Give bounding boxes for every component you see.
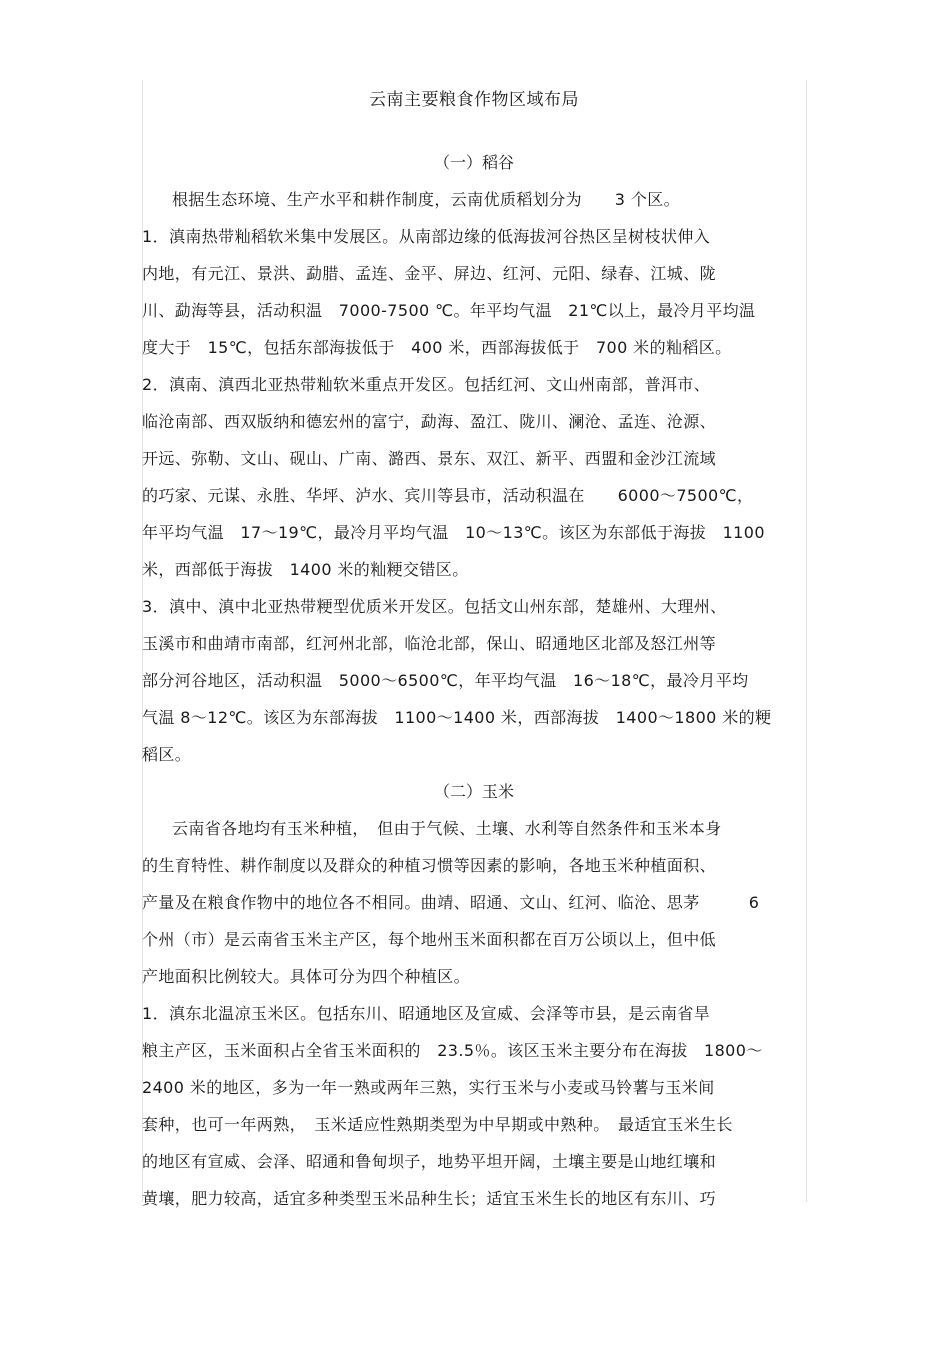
paragraph-line: 开远、弥勒、文山、砚山、广南、潞西、景东、双江、新平、西盟和金沙江流域 <box>142 449 717 468</box>
section-corn <box>142 773 806 1217</box>
right-margin-rule <box>806 80 807 1202</box>
paragraph-line: 根据生态环境、生产水平和耕作制度，云南优质稻划分为 3 个区。 <box>172 190 681 209</box>
paragraph-line: 度大于 15℃，包括东部海拔低于 400 米，西部海拔低于 700 米的籼稻区。 <box>142 338 732 357</box>
paragraph-line: 稻区。 <box>142 745 192 764</box>
paragraph-line: 川、勐海等县，活动积温 7000-7500 ℃。年平均气温 21℃以上，最冷月平均温 <box>142 301 756 320</box>
document-body <box>142 82 806 1217</box>
document-title: 云南主要粮食作物区域布局 <box>369 90 579 110</box>
paragraph-line: 黄壤，肥力较高，适宜多种类型玉米品种生长；适宜玉米生长的地区有东川、巧 <box>142 1189 717 1208</box>
paragraph-line: 的巧家、元谋、永胜、华坪、泸水、宾川等县市，活动积温在 6000～7500℃， <box>142 486 754 505</box>
paragraph-line: 部分河谷地区，活动积温 5000～6500℃，年平均气温 16～18℃，最冷月平均 <box>142 671 749 690</box>
paragraph-line: 内地，有元江、景洪、勐腊、孟连、金平、屏边、红河、元阳、绿春、江城、陇 <box>142 264 717 283</box>
paragraph-line: 云南省各地均有玉米种植， 但由于气候、土壤、水利等自然条件和玉米本身 <box>172 819 722 838</box>
paragraph-line: 年平均气温 17～19℃，最冷月平均气温 10～13℃。该区为东部低于海拔 1100 <box>142 523 765 542</box>
paragraph-line: 1．滇南热带籼稻软米集中发展区。从南部边缘的低海拔河谷热区呈树枝状伸入 <box>142 227 711 246</box>
paragraph-line: 个州（市）是云南省玉米主产区，每个地州玉米面积都在百万公顷以上，但中低 <box>142 930 717 949</box>
section-rice <box>142 144 806 773</box>
paragraph-line: 3．滇中、滇中北亚热带粳型优质米开发区。包括文山州东部，楚雄州、大理州、 <box>142 597 727 616</box>
paragraph-line: 气温 8～12℃。该区为东部海拔 1100～1400 米，西部海拔 1400～1800 米的粳 <box>142 708 772 727</box>
paragraph-line: 玉溪市和曲靖市南部，红河州北部，临沧北部，保山、昭通地区北部及怒江州等 <box>142 634 717 653</box>
section-heading: （一）稻谷 <box>433 153 514 172</box>
paragraph-line: 2．滇南、滇西北亚热带籼软米重点开发区。包括红河、文山州南部，普洱市、 <box>142 375 711 394</box>
paragraph-line: 粮主产区，玉米面积占全省玉米面积的 23.5％。该区玉米主要分布在海拔 1800～ <box>142 1041 763 1060</box>
paragraph-line: 2400 米的地区，多为一年一熟或两年三熟，实行玉米与小麦或马铃薯与玉米间 <box>142 1078 715 1097</box>
paragraph-line: 的地区有宣威、会泽、昭通和鲁甸坝子，地势平坦开阔，土壤主要是山地红壤和 <box>142 1152 717 1171</box>
section-heading: （二）玉米 <box>433 782 514 801</box>
paragraph-line: 产量及在粮食作物中的地位各不相同。曲靖、昭通、文山、红河、临沧、思茅 6 <box>142 893 760 912</box>
paragraph-line: 产地面积比例较大。具体可分为四个种植区。 <box>142 967 471 986</box>
paragraph-line: 临沧南部、西双版纳和德宏州的富宁，勐海、盈江、陇川、澜沧、孟连、沧源、 <box>142 412 717 431</box>
paragraph-line: 米，西部低于海拔 1400 米的籼粳交错区。 <box>142 560 469 579</box>
paragraph-line: 套种，也可一年两熟， 玉米适应性熟期类型为中早期或中熟种。 最适宜玉米生长 <box>142 1115 733 1134</box>
paragraph-line: 1．滇东北温凉玉米区。包括东川、昭通地区及宣威、会泽等市县，是云南省旱 <box>142 1004 711 1023</box>
paragraph-line: 的生育特性、耕作制度以及群众的种植习惯等因素的影响，各地玉米种植面积、 <box>142 856 717 875</box>
